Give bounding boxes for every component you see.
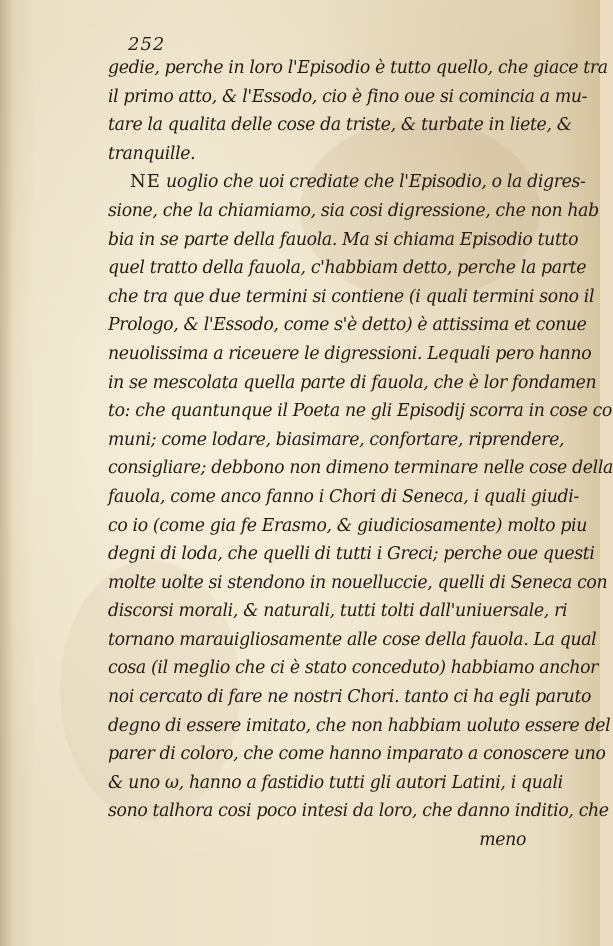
text-line: degno di essere imitato, che non habbiam uoluto essere del — [108, 715, 611, 736]
text-line: neuolissima a riceuere le digressioni. Lequali pero hanno — [108, 343, 592, 364]
text-line: co io (come gia fe Erasmo, & giudiciosamente) molto piu — [108, 515, 588, 536]
text-line: in se mescolata quella parte di fauola, che è lor fondamen — [108, 372, 597, 393]
text-line: tornano marauigliosamente alle cose della fauola. La qual — [108, 629, 597, 650]
text-line: tranquille. — [108, 143, 196, 164]
text-line: sione, che la chiamiamo, sia cosi digressione, che non hab — [108, 200, 599, 221]
text-line: cosa (il meglio che ci è stato conceduto) habbiamo anchor — [108, 658, 599, 679]
text-line: & uno ω, hanno a fastidio tutti gli autori Latini, i quali — [108, 772, 563, 793]
text-line: bia in se parte della fauola. Ma si chiama Episodio tutto — [108, 229, 579, 250]
text-line: quel tratto della fauola, c'habbiam detto, perche la parte — [108, 258, 587, 279]
text-line-dropcap — [108, 168, 586, 197]
text-line: fauola, come anco fanno i Chori di Seneca, i quali giudi- — [108, 486, 579, 507]
text-line: gedie, perche in loro l'Episodio è tutto quello, che giace tra — [108, 58, 608, 78]
text-line: il primo atto, & l'Essodo, cio è fino oue si comincia a mu- — [108, 86, 588, 107]
binding-shadow — [0, 0, 14, 946]
text-line: sono talhora cosi poco intesi da loro, che danno inditio, che — [108, 801, 609, 822]
text-line: Prologo, & l'Essodo, come s'è detto) è attissima et conue — [108, 315, 587, 336]
text-line-rest: uoglio che uoi crediate che l'Episodio, o la digres- — [166, 172, 586, 193]
text-line: discorsi morali, & naturali, tutti tolti dall'uniuersale, ri — [108, 601, 568, 622]
catchword: meno — [479, 830, 526, 851]
drop-capital: NE — [130, 171, 161, 193]
text-line: parer di coloro, che come hanno imparato a conoscere uno — [108, 744, 606, 765]
text-line: degni di loda, che quelli di tutti i Greci; perche oue questi — [108, 544, 595, 565]
text-line: consigliare; debbono non dimeno terminare nelle cose della — [108, 458, 613, 479]
text-line: tare la qualita delle cose da triste, & turbate in liete, & — [108, 115, 572, 136]
page-number: 252 — [128, 34, 166, 55]
text-line: to: che quantunque il Poeta ne gli Episodij scorra in cose co — [108, 401, 612, 422]
text-line: noi cercato di fare ne nostri Chori. tanto ci ha egli paruto — [108, 687, 592, 708]
text-block — [108, 54, 613, 855]
text-line: molte uolte si stendono in nouelluccie, quelli di Seneca con — [108, 572, 608, 593]
text-line: muni; come lodare, biasimare, confortare, riprendere, — [108, 429, 565, 450]
text-line: che tra que due termini si contiene (i quali termini sono il — [108, 286, 595, 307]
